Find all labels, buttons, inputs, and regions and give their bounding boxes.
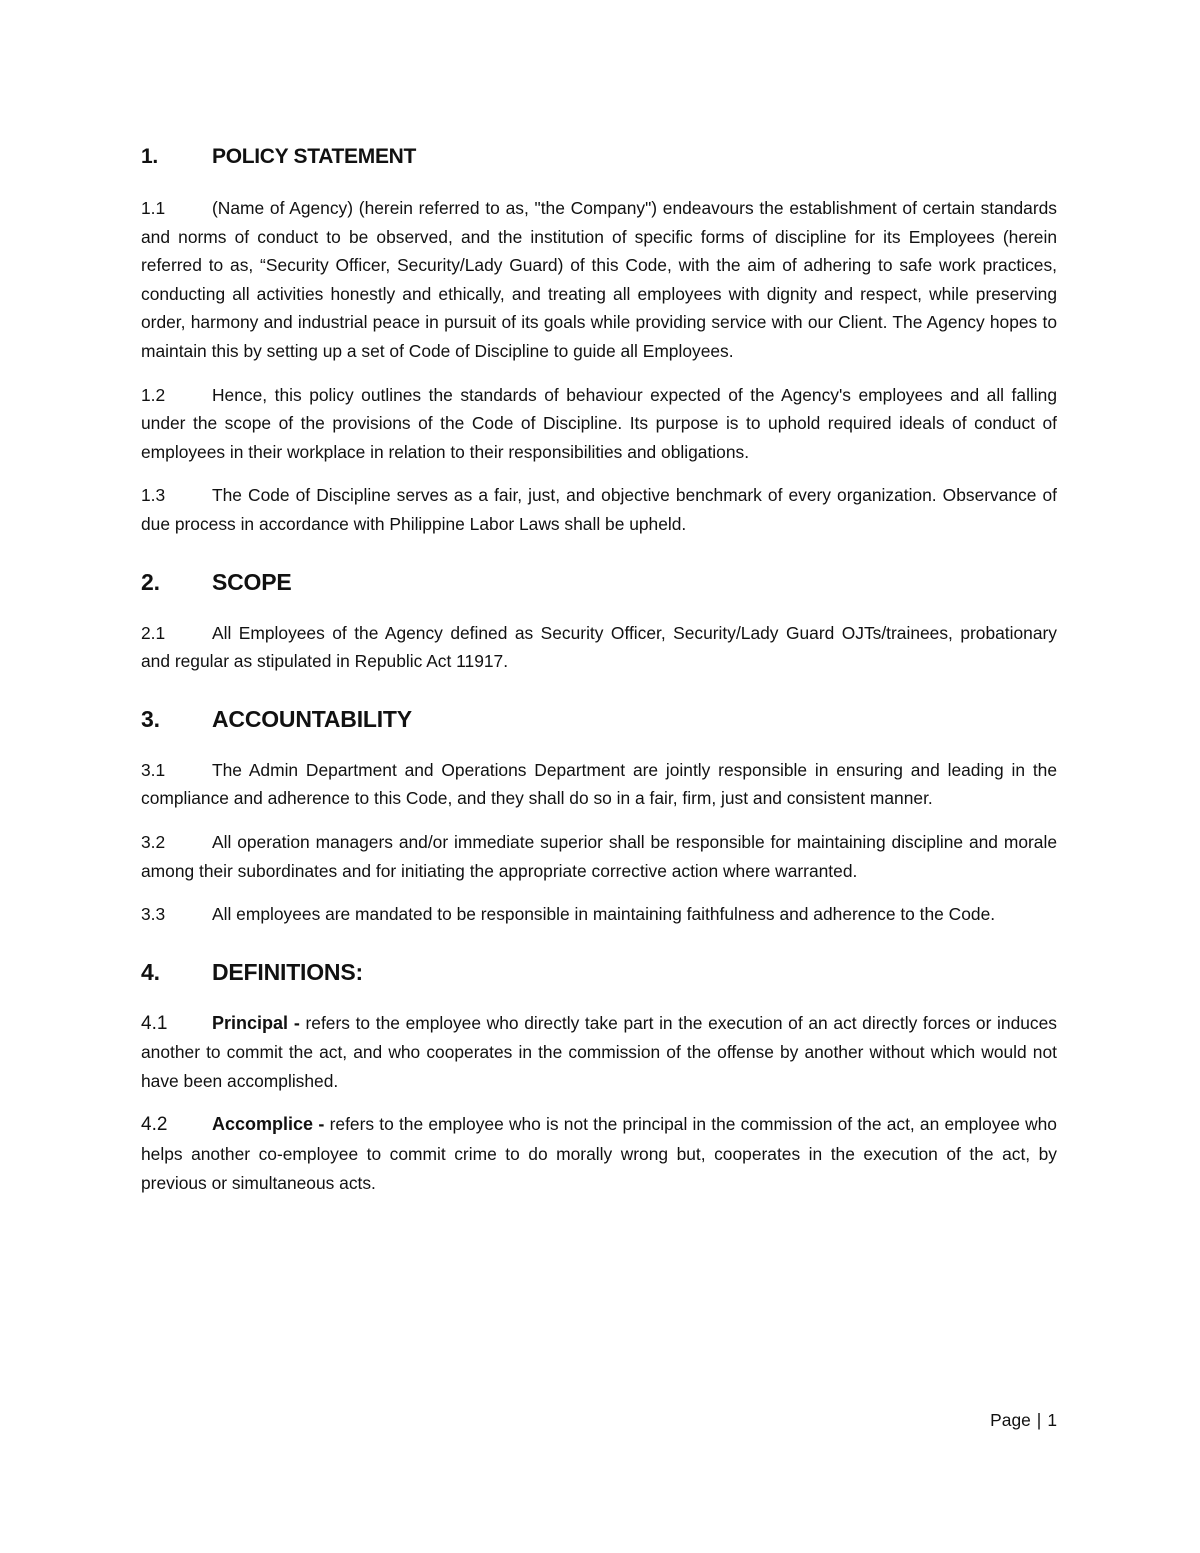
definition-term: Accomplice - [212,1114,325,1135]
page-number: 1 [1047,1410,1057,1430]
section-title: DEFINITIONS: [212,958,363,985]
paragraph-text: The Admin Department and Operations Department are jointly responsible in ensuring and leading in the compliance and adherence to this Code, and they shall do so in a fair, firm, just and consistent manner. [141,759,1057,809]
section-heading-scope [141,565,1057,599]
paragraph-number: 2.1 [141,622,166,643]
section-heading-definitions [141,955,1057,989]
paragraph-text: All Employees of the Agency defined as Security Officer, Security/Lady Guard OJTs/trainees, probationary and regular as stipulated in Republic Act 11917. [141,622,1057,672]
paragraph-1-1 [141,194,1057,366]
document-page [141,140,1057,1212]
paragraph-1-2 [141,381,1057,467]
section-title: ACCOUNTABILITY [212,705,412,732]
paragraph-number: 1.3 [141,485,166,506]
section-title: POLICY STATEMENT [212,145,417,168]
page-separator: | [1036,1410,1042,1430]
definition-text: refers to the employee who directly take part in the execution of an act directly forces or induces another to commit the act, and who cooperates in the commission of the offense by another without which would not have been accomplished. [141,1012,1057,1091]
section-heading-policy-statement [141,140,1057,174]
definition-text: refers to the employee who is not the principal in the commission of the act, an employee who helps another co-employee to commit crime to do morally wrong but, cooperates in the execution of the act, by previous or simultaneous acts. [141,1114,1057,1193]
paragraph-3-1 [141,756,1057,813]
definition-term: Principal - [212,1012,300,1033]
paragraph-number: 3.2 [141,831,166,852]
paragraph-number: 4.2 [141,1114,168,1136]
paragraph-text: All operation managers and/or immediate superior shall be responsible for maintaining discipline and morale among their subordinates and for initiating the appropriate corrective action where warranted. [141,831,1057,881]
section-number: 1. [141,145,158,168]
paragraph-number: 3.1 [141,759,166,780]
paragraph-number: 4.1 [141,1012,168,1034]
section-number: 3. [141,705,160,732]
section-number: 4. [141,958,160,985]
definition-accomplice [141,1110,1057,1197]
section-number: 2. [141,568,160,595]
paragraph-1-3 [141,481,1057,538]
page-label: Page [990,1410,1031,1430]
paragraph-number: 1.2 [141,384,166,405]
paragraph-text: Hence, this policy outlines the standards of behaviour expected of the Agency's employees and all falling under the scope of the provisions of the Code of Discipline. Its purpose is to uphold required ideals of conduct of employees in their workplace in relation to their responsibilities and obligations. [141,384,1057,462]
paragraph-number: 1.1 [141,198,166,218]
page-footer [990,1406,1057,1434]
paragraph-text: All employees are mandated to be responsible in maintaining faithfulness and adherence to the Code. [212,904,996,925]
section-title: SCOPE [212,568,292,595]
definition-principal [141,1009,1057,1096]
paragraph-number: 3.3 [141,904,166,925]
paragraph-text: The Code of Discipline serves as a fair, just, and objective benchmark of every organization. Observance of due process in accordance with Philippine Labor Laws shall be upheld. [141,485,1057,534]
section-heading-accountability [141,702,1057,736]
paragraph-3-2 [141,828,1057,885]
paragraph-3-3 [141,900,1057,929]
paragraph-2-1 [141,619,1057,676]
paragraph-text: (Name of Agency) (herein referred to as, "the Company") endeavours the establishment of certain standards and norms of conduct to be observed, and the institution of specific forms of discipline for its Employees (herein referred to as, “Security Officer, Security/Lady Guard) of this Code, with the aim of adhering to safe work practices, conducting all activities honestly and ethically, and treating all employees with dignity and respect, while preserving order, harmony and industrial peace in pursuit of its goals while providing service with our Client. The Agency hopes to maintain this by setting up a set of Code of Discipline to guide all Employees. [141,198,1057,361]
